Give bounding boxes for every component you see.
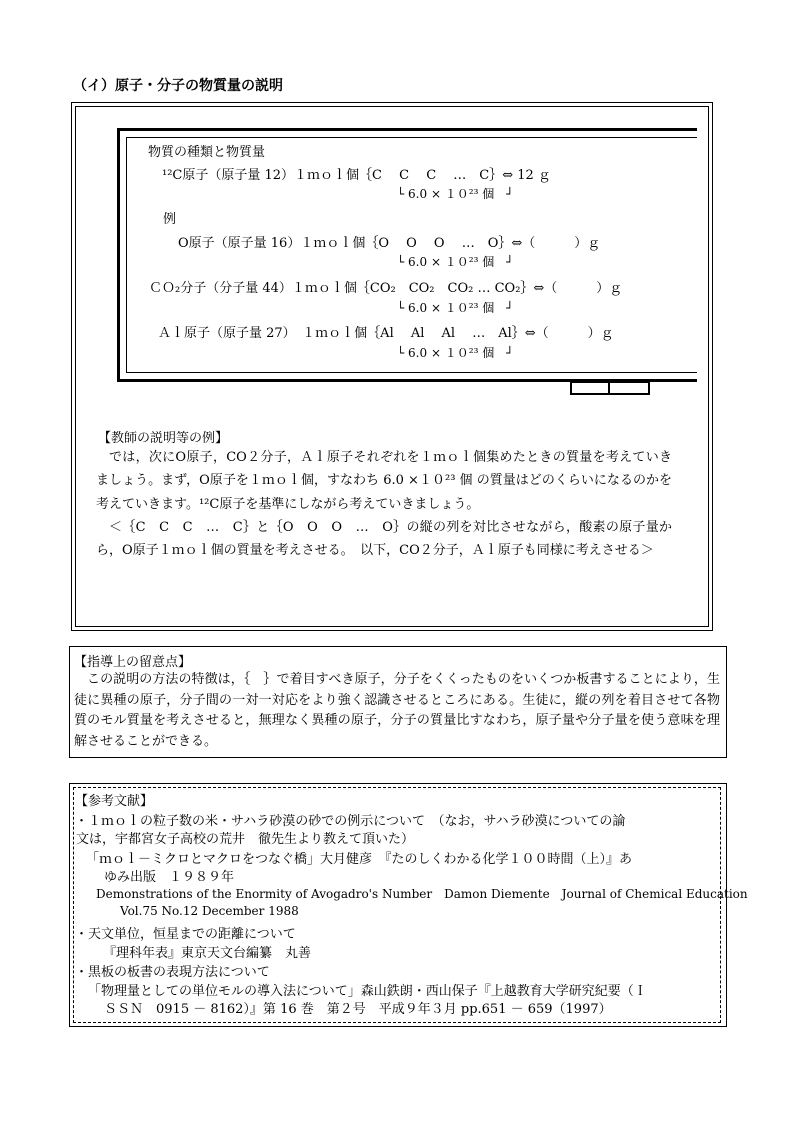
reference-4: ・天文単位，恒星までの距離について — [75, 927, 296, 942]
blackboard-sub-aluminum: └ 6.0 × １０²³ 個 ┘ — [397, 346, 514, 360]
chalk-tray-left — [570, 381, 610, 395]
reference-5: 『理科年表』東京天文台編纂 丸善 — [103, 946, 312, 961]
reference-6: ・黒板の板書の表現方法について — [75, 965, 270, 980]
chalk-tray-right — [608, 381, 650, 395]
teaching-note-body: この説明の方法の特徴は，｛ ｝で着目すべき原子，分子をくくったものをいくつか板書することにより，生徒に異種の原子，分子間の一対一対応をより強く認識させるところにある。生徒に，縦の列を着目させて各物質のモル質量を考えさせると，無理なく異種の原子，分子の質量比すなわち，原子量や分子量を使う意味を理解させることができる。 — [74, 672, 720, 749]
blackboard-title: 物質の種類と物質量 — [148, 145, 266, 160]
explanation-body — [96, 446, 672, 562]
reference-1-line-2: 文は，宇都宮女子高校の荒井 徹先生より教えて頂いた） — [76, 832, 415, 847]
explanation-paragraph-1: では，次にO原子，CO２分子，Ａｌ原子それぞれを１ｍｏｌ個集めたときの質量を考えていきましょう。まず，O原子を１ｍｏｌ個，すなわち 6.0 ×１０²³ 個 の質量はどのくらいになるのかを考えていきます。¹²C原子を基準にしながら考えていきましょう。 — [96, 450, 672, 512]
blackboard-example-label: 例 — [163, 212, 177, 227]
explanation-paragraph-2: ＜｛C C C … C｝と｛O O O … O｝の縦の列を対比させながら，酸素の原子量から，O原子１ｍｏｌ個の質量を考えさせる。 以下，CO２分子，Ａｌ原子も同様に考えさせる＞ — [96, 519, 672, 559]
reference-2-line-2: ゆみ出版 １９８９年 — [104, 870, 235, 885]
section-heading: （イ）原子・分子の物質量の説明 — [73, 78, 283, 94]
blackboard-line-oxygen: O原子（原子量 16）１ｍｏｌ個｛O O O … O｝⇔（ ）ｇ — [178, 236, 601, 251]
teaching-note-title: 【指導上の留意点】 — [74, 655, 192, 670]
reference-3-line-1: Demonstrations of the Enormity of Avogadro's Number Damon Diemente Journal of Chemical Education — [96, 887, 748, 901]
blackboard-line-co2: ＣＯ₂分子（分子量 44）１ｍｏｌ個｛CO₂ CO₂ CO₂ … CO₂｝⇔（ ）ｇ — [149, 281, 623, 296]
blackboard-sub-oxygen: └ 6.0 × １０²³ 個 ┘ — [397, 255, 514, 269]
blackboard-sub-carbon: └ 6.0 × １０²³ 個 ┘ — [397, 187, 514, 201]
reference-2-line-1: 「ｍｏｌ－ミクロとマクロをつなぐ橋」大月健彦 『たのしくわかる化学１００時間（上）』あ — [86, 852, 633, 867]
reference-1-line-1: ・１ｍｏｌの粒子数の米・サハラ砂漠の砂での例示について （なお，サハラ砂漠についての論 — [75, 814, 626, 829]
reference-3-line-2: Vol.75 No.12 December 1988 — [120, 904, 299, 918]
reference-7-line-1: 「物理量としての単位モルの導入法について」森山鉄朗・西山保子『上越教育大学研究紀要（Ｉ — [88, 984, 647, 999]
blackboard-line-aluminum: Ａｌ原子（原子量 27） １ｍｏｌ個｛Al Al Al … Al｝⇔（ ）ｇ — [158, 326, 614, 341]
blackboard-line-carbon: ¹²C原子（原子量 12）１ｍｏｌ個｛C C C … C｝⇔ 12 ｇ — [162, 168, 551, 183]
reference-7-line-2: ＳＳＮ 0915 － 8162）』第 16 巻 第２号 平成９年３月 pp.651 － 659（1997） — [104, 1002, 612, 1017]
blackboard-sub-co2: └ 6.0 × １０²³ 個 ┘ — [397, 301, 514, 315]
references-title: 【参考文献】 — [75, 794, 154, 809]
explanation-title: 【教師の説明等の例】 — [98, 431, 229, 446]
